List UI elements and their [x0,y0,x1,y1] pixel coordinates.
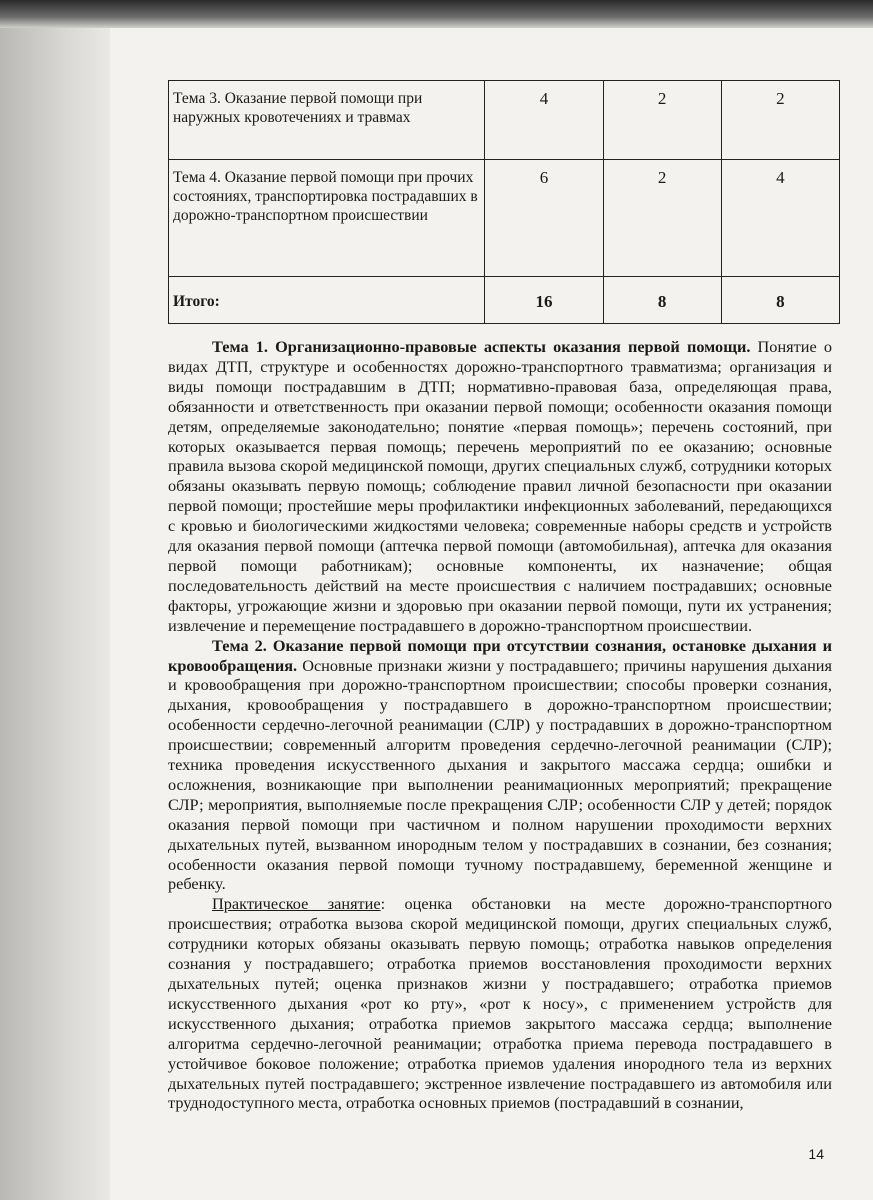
paragraph-practice [168,894,832,1113]
page-number: 14 [808,1146,824,1162]
practice-hours-cell: 8 [721,277,839,324]
theory-hours-cell: 8 [603,277,721,324]
practice-hours-cell: 2 [721,81,839,160]
topic-cell: Тема 4. Оказание первой помощи при прочих состояниях, транспортировка пострадавших в дорожно-транспортном происшествии [169,160,485,277]
topic-2-text: Основные признаки жизни у пострадавшего; причины нарушения дыхания и кровообращения при дорожно-транспортном происшествии; способы проверки сознания, дыхания, кровообращения у пострадавшего в дорожно-транспортном происшествии; особенности сердечно-легочной реанимации (СЛР) у пострадавших в дорожно-транспортном происшествии; современный алгоритм проведения сердечно-легочной реанимации (СЛР); техника проведения искусственного дыхания и закрытого массажа сердца; ошибки и осложнения, возникающие при выполнении реанимационных мероприятий; прекращение СЛР; мероприятия, выполняемые после прекращения СЛР; особенности СЛР у детей; порядок оказания первой помощи при частичном и полном нарушении проходимости верхних дыхательных путей, вызванном инородным телом у пострадавших в сознании, без сознания; особенности оказания первой помощи тучному пострадавшему, беременной женщине и ребенку. [168,655,832,894]
theory-hours-cell: 2 [603,160,721,277]
body-text [168,337,832,1113]
theory-hours-cell: 2 [603,81,721,160]
scan-shadow-left [0,28,110,1200]
paragraph-topic-2 [168,636,832,895]
practice-heading: Практическое занятие [212,894,381,914]
topic-1-heading: Тема 1. Организационно-правовые аспекты оказания первой помощи. [212,337,751,356]
table-total-row [169,277,840,324]
topic-2-heading: Тема 2. Оказание первой помощи при отсутствии сознания, остановке дыхания и кровообращения. [168,635,832,675]
topic-cell: Тема 3. Оказание первой помощи при наружных кровотечениях и травмах [169,81,485,160]
total-hours-cell: 4 [485,81,603,160]
table-row [169,81,840,160]
total-hours-cell: 16 [485,277,603,324]
practice-text: : оценка обстановки на месте дорожно-транспортного происшествия; отработка вызова скорой медицинской помощи, других специальных служб, сотрудники которых обязаны оказывать первую помощь; отработка навыков определения сознания у пострадавшего; отработка приемов восстановления проходимости верхних дыхательных путей; оценка признаков жизни у пострадавшего; отработка приемов искусственного дыхания «рот ко рту», «рот к носу», с применением устройств для искусственного дыхания; отработка приемов закрытого массажа сердца; выполнение алгоритма сердечно-легочной реанимации; отработка приема перевода пострадавшего в устойчивое боковое положение; отработка приемов удаления инородного тела из верхних дыхательных путей пострадавшего; экстренное извлечение пострадавшего из автомобиля или труднодоступного места, отработка основных приемов (пострадавший в сознании, [168,894,833,1113]
scan-shadow-top [0,0,873,28]
total-hours-cell: 6 [485,160,603,277]
topic-1-text: Понятие о видах ДТП, структуре и особенностях дорожно-транспортного травматизма; организация и виды помощи пострадавшим в ДТП; нормативно-правовая база, определяющая права, обязанности и ответственность при оказании первой помощи; особенности оказания помощи детям, определяемые законодательно; понятие «первая помощь»; перечень состояний, при которых оказывается первая помощь; перечень мероприятий по ее оказанию; основные правила вызова скорой медицинской помощи, других специальных служб, сотрудники которых обязаны оказывать первую помощь; соблюдение правил личной безопасности при оказании первой помощи; простейшие меры профилактики инфекционных заболеваний, передающихся с кровью и биологическими жидкостями человека; современные наборы средств и устройств для оказания первой помощи (аптечка первой помощи (автомобильная), аптечка для оказания первой помощи работникам); основные компоненты, их назначение; общая последовательность действий на месте происшествия с наличием пострадавших; основные факторы, угрожающие жизни и здоровью при оказании первой помощи, пути их устранения; извлечение и перемещение пострадавшего в дорожно-транспортном происшествии. [168,337,832,635]
total-label-cell: Итого: [169,277,485,324]
topics-hours-table [168,80,840,324]
practice-hours-cell: 4 [721,160,839,277]
table-row [169,160,840,277]
paragraph-topic-1 [168,337,832,636]
